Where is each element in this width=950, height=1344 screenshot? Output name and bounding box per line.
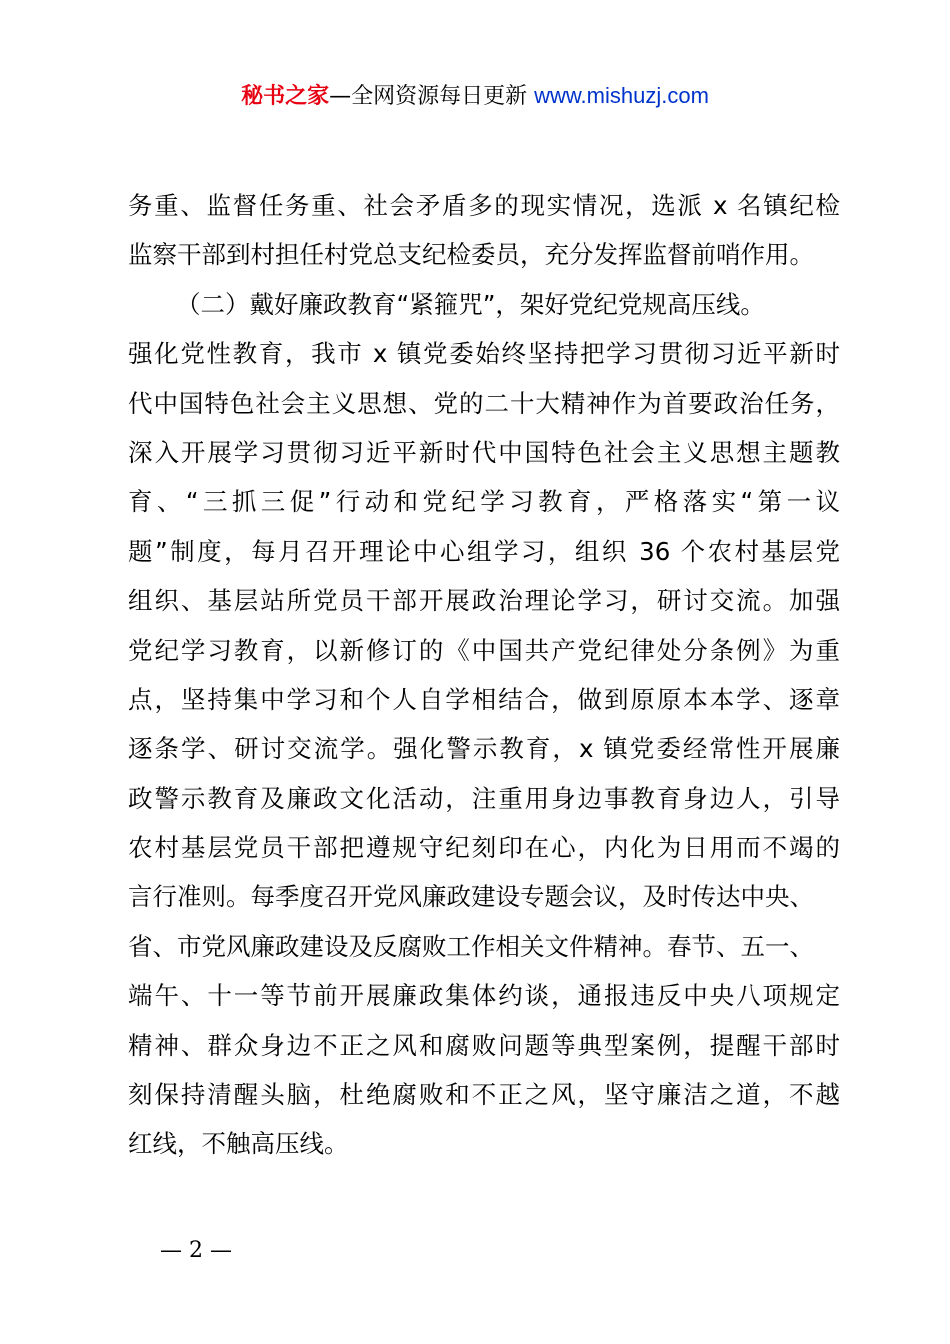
text-line: 务重、监督任务重、社会矛盾多的现实情况，选派 x 名镇纪检 — [128, 191, 840, 220]
text-line: 言行准则。每季度召开党风廉政建设专题会议，及时传达中央、 — [128, 882, 814, 912]
text-line: 组织、基层站所党员干部开展政治理论学习，研讨交流。加强 — [128, 586, 840, 616]
text-line: 点，坚持集中学习和个人自学相结合，做到原原本本学、逐章 — [128, 684, 840, 714]
text-line: 题”制度，每月召开理论中心组学习，组织 36 个农村基层党 — [128, 536, 840, 566]
site-header — [0, 80, 950, 113]
text-line: 政警示教育及廉政文化活动，注重用身边事教育身边人，引导 — [128, 783, 840, 813]
text-line: 监察干部到村担任村党总支纪检委员，充分发挥监督前哨作用。 — [128, 240, 814, 270]
page-number: — 2 — — [160, 1238, 232, 1263]
text-line: 刻保持清醒头脑，杜绝腐败和不正之风，坚守廉洁之道，不越 — [128, 1080, 840, 1110]
text-line: 代中国特色社会主义思想、党的二十大精神作为首要政治任务， — [128, 388, 840, 418]
text-line: 党纪学习教育，以新修订的《中国共产党纪律处分条例》为重 — [128, 635, 840, 665]
site-tagline: —全网资源每日更新 — [329, 84, 528, 109]
text-line: 精神、群众身边不正之风和腐败问题等典型案例，提醒干部时 — [128, 1030, 840, 1060]
text-line: 育、“三抓三促”行动和党纪学习教育，严格落实“第一议 — [128, 487, 840, 517]
document-body — [128, 181, 840, 1169]
site-url-link[interactable]: www.mishuzj.com — [534, 83, 709, 108]
text-line: 农村基层党员干部把遵规守纪刻印在心，内化为日用而不竭的 — [128, 833, 840, 863]
section-heading: （二）戴好廉政教育“紧箍咒”，架好党纪党规高压线。 — [176, 289, 765, 319]
site-brand: 秘书之家 — [241, 84, 330, 109]
text-line: 逐条学、研讨交流学。强化警示教育，x 镇党委经常性开展廉 — [128, 734, 840, 764]
text-line: 强化党性教育，我市 x 镇党委始终坚持把学习贯彻习近平新时 — [128, 339, 840, 369]
text-line: 红线，不触高压线。 — [128, 1129, 349, 1159]
text-line: 端午、十一等节前开展廉政集体约谈，通报违反中央八项规定 — [128, 981, 840, 1011]
text-line: 深入开展学习贯彻习近平新时代中国特色社会主义思想主题教 — [128, 437, 840, 467]
text-line: 省、市党风廉政建设及反腐败工作相关文件精神。春节、五一、 — [128, 931, 814, 961]
